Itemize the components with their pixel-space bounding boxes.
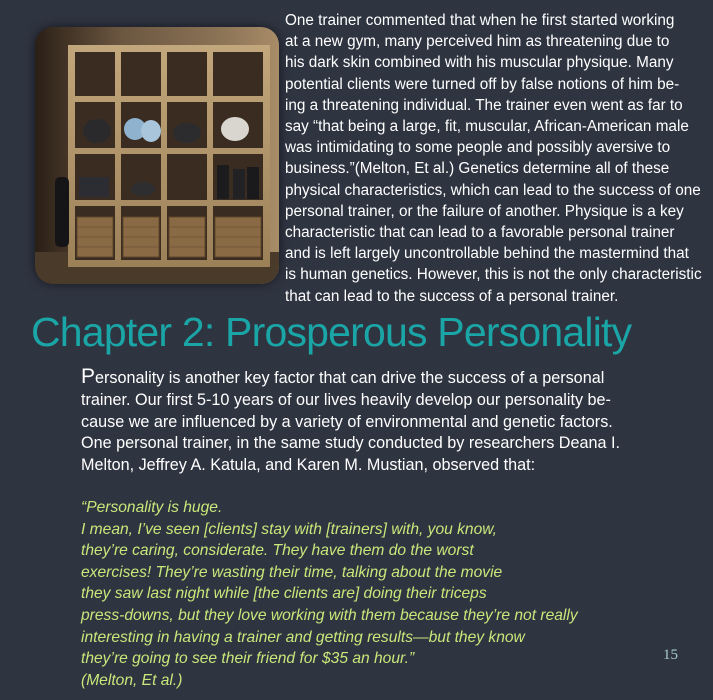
gym-shelf-photo <box>35 27 279 284</box>
body-line: cause we are influenced by a variety of environmental and genetic factors. <box>81 412 613 431</box>
quote-citation: (Melton, Et al.) <box>81 671 183 689</box>
intro-line: and is left largely uncontrollable behind the mastermind that <box>285 245 689 263</box>
quote-line: they saw last night while [the clients are] doing their triceps <box>81 585 487 603</box>
block-quote <box>81 497 701 691</box>
quote-line: exercises! They’re wasting their time, talking about the movie <box>81 563 503 581</box>
body-paragraph <box>81 366 701 477</box>
intro-line: ing a threatening individual. The trainer even went as far to <box>285 96 683 114</box>
intro-line: potential clients were turned off by false notions of him be- <box>285 75 680 93</box>
intro-line: at a new gym, many perceived him as threatening due to <box>285 33 670 51</box>
intro-line: business.”(Melton, Et al.) Genetics determine all of these <box>285 160 670 178</box>
intro-line: that can lead to the success of a personal trainer. <box>285 287 619 305</box>
drop-cap: P <box>81 365 96 388</box>
chapter-title: Chapter 2: Prosperous Personality <box>31 309 632 355</box>
body-line-rest: ersonality is another key factor that can drive the success of a personal <box>95 369 605 387</box>
intro-line: One trainer commented that when he first started working <box>285 12 675 29</box>
intro-line: say “that being a large, fit, muscular, African-American male <box>285 118 689 136</box>
body-line: trainer. Our first 5-10 years of our lives heavily develop our personality be- <box>81 390 611 409</box>
shelf-illustration <box>35 27 279 284</box>
intro-line: his dark skin combined with his muscular physique. Many <box>285 54 674 72</box>
quote-line: interesting in having a trainer and getting results—but they know <box>81 628 525 646</box>
body-line: Melton, Jeffrey A. Katula, and Karen M. Mustian, observed that: <box>81 456 536 475</box>
intro-line: physical characteristics, which can lead to the success of one <box>285 181 701 199</box>
quote-line: press-downs, but they love working with them because they’re not really <box>81 606 578 624</box>
body-line-first <box>81 366 701 390</box>
quote-line: I mean, I’ve seen [clients] stay with [trainers] with, you know, <box>81 520 498 538</box>
quote-line: they’re caring, considerate. They have them do the worst <box>81 542 474 560</box>
page-number: 15 <box>663 647 678 663</box>
intro-line: personal trainer, or the failure of another. Physique is a key <box>285 202 684 220</box>
body-line: One personal trainer, in the same study conducted by researchers Deana I. <box>81 434 620 453</box>
intro-line: is human genetics. However, this is not the only characteristic <box>285 266 702 284</box>
intro-line: was intimidating to some people and possibly aversive to <box>285 139 671 157</box>
quote-line: “Personality is huge. <box>81 499 223 516</box>
quote-line: they’re going to see their friend for $35 an hour.” <box>81 650 415 668</box>
intro-paragraph <box>285 10 713 307</box>
intro-line: characteristic that can lead to a favorable personal trainer <box>285 224 675 242</box>
